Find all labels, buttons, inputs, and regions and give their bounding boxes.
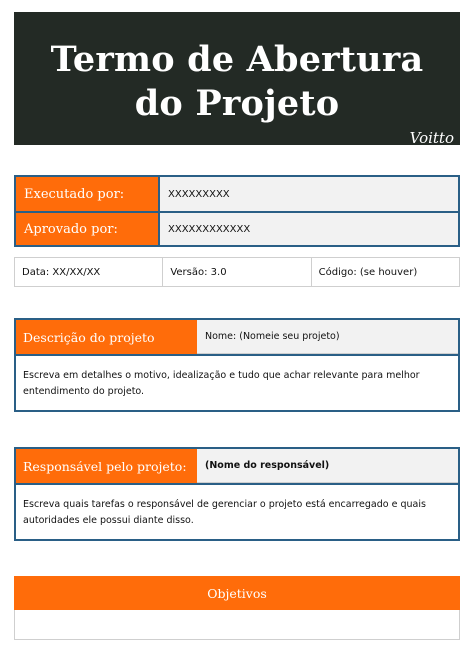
project-name-field[interactable]: Nome: (Nomeie seu projeto) xyxy=(197,320,458,354)
approved-label: Aprovado por: xyxy=(16,213,158,245)
executed-label: Executado por: xyxy=(16,177,158,211)
executed-row xyxy=(16,177,458,213)
executed-value[interactable]: XXXXXXXXX xyxy=(158,177,458,211)
meta-row xyxy=(14,257,460,287)
description-text[interactable]: Escreva em detalhes o motivo, idealização e tudo que achar relevante para melhor entendimento do projeto. xyxy=(16,354,458,400)
version-field[interactable]: Versão: 3.0 xyxy=(162,258,310,286)
document-header xyxy=(14,12,460,145)
document-title xyxy=(14,38,460,126)
approval-table xyxy=(14,175,460,247)
responsible-header xyxy=(16,449,458,483)
title-line-1: Termo de Abertura xyxy=(50,39,424,80)
description-section xyxy=(14,318,460,412)
objectives-header: Objetivos xyxy=(14,576,460,610)
approved-value[interactable]: XXXXXXXXXXXX xyxy=(158,213,458,245)
description-label: Descrição do projeto xyxy=(16,320,197,354)
title-line-2: do Projeto xyxy=(134,83,340,124)
code-field[interactable]: Código: (se houver) xyxy=(311,258,459,286)
responsible-text[interactable]: Escreva quais tarefas o responsável de gerenciar o projeto está encarregado e quais autoridades ele possui diante disso. xyxy=(16,483,458,529)
responsible-name-field[interactable]: (Nome do responsável) xyxy=(197,449,458,483)
description-header xyxy=(16,320,458,354)
voitto-logo: Voitto xyxy=(409,129,454,147)
responsible-section xyxy=(14,447,460,541)
objectives-body[interactable] xyxy=(14,610,460,640)
approved-row xyxy=(16,213,458,245)
date-field[interactable]: Data: XX/XX/XX xyxy=(22,266,101,278)
responsible-label: Responsável pelo projeto: xyxy=(16,449,197,483)
